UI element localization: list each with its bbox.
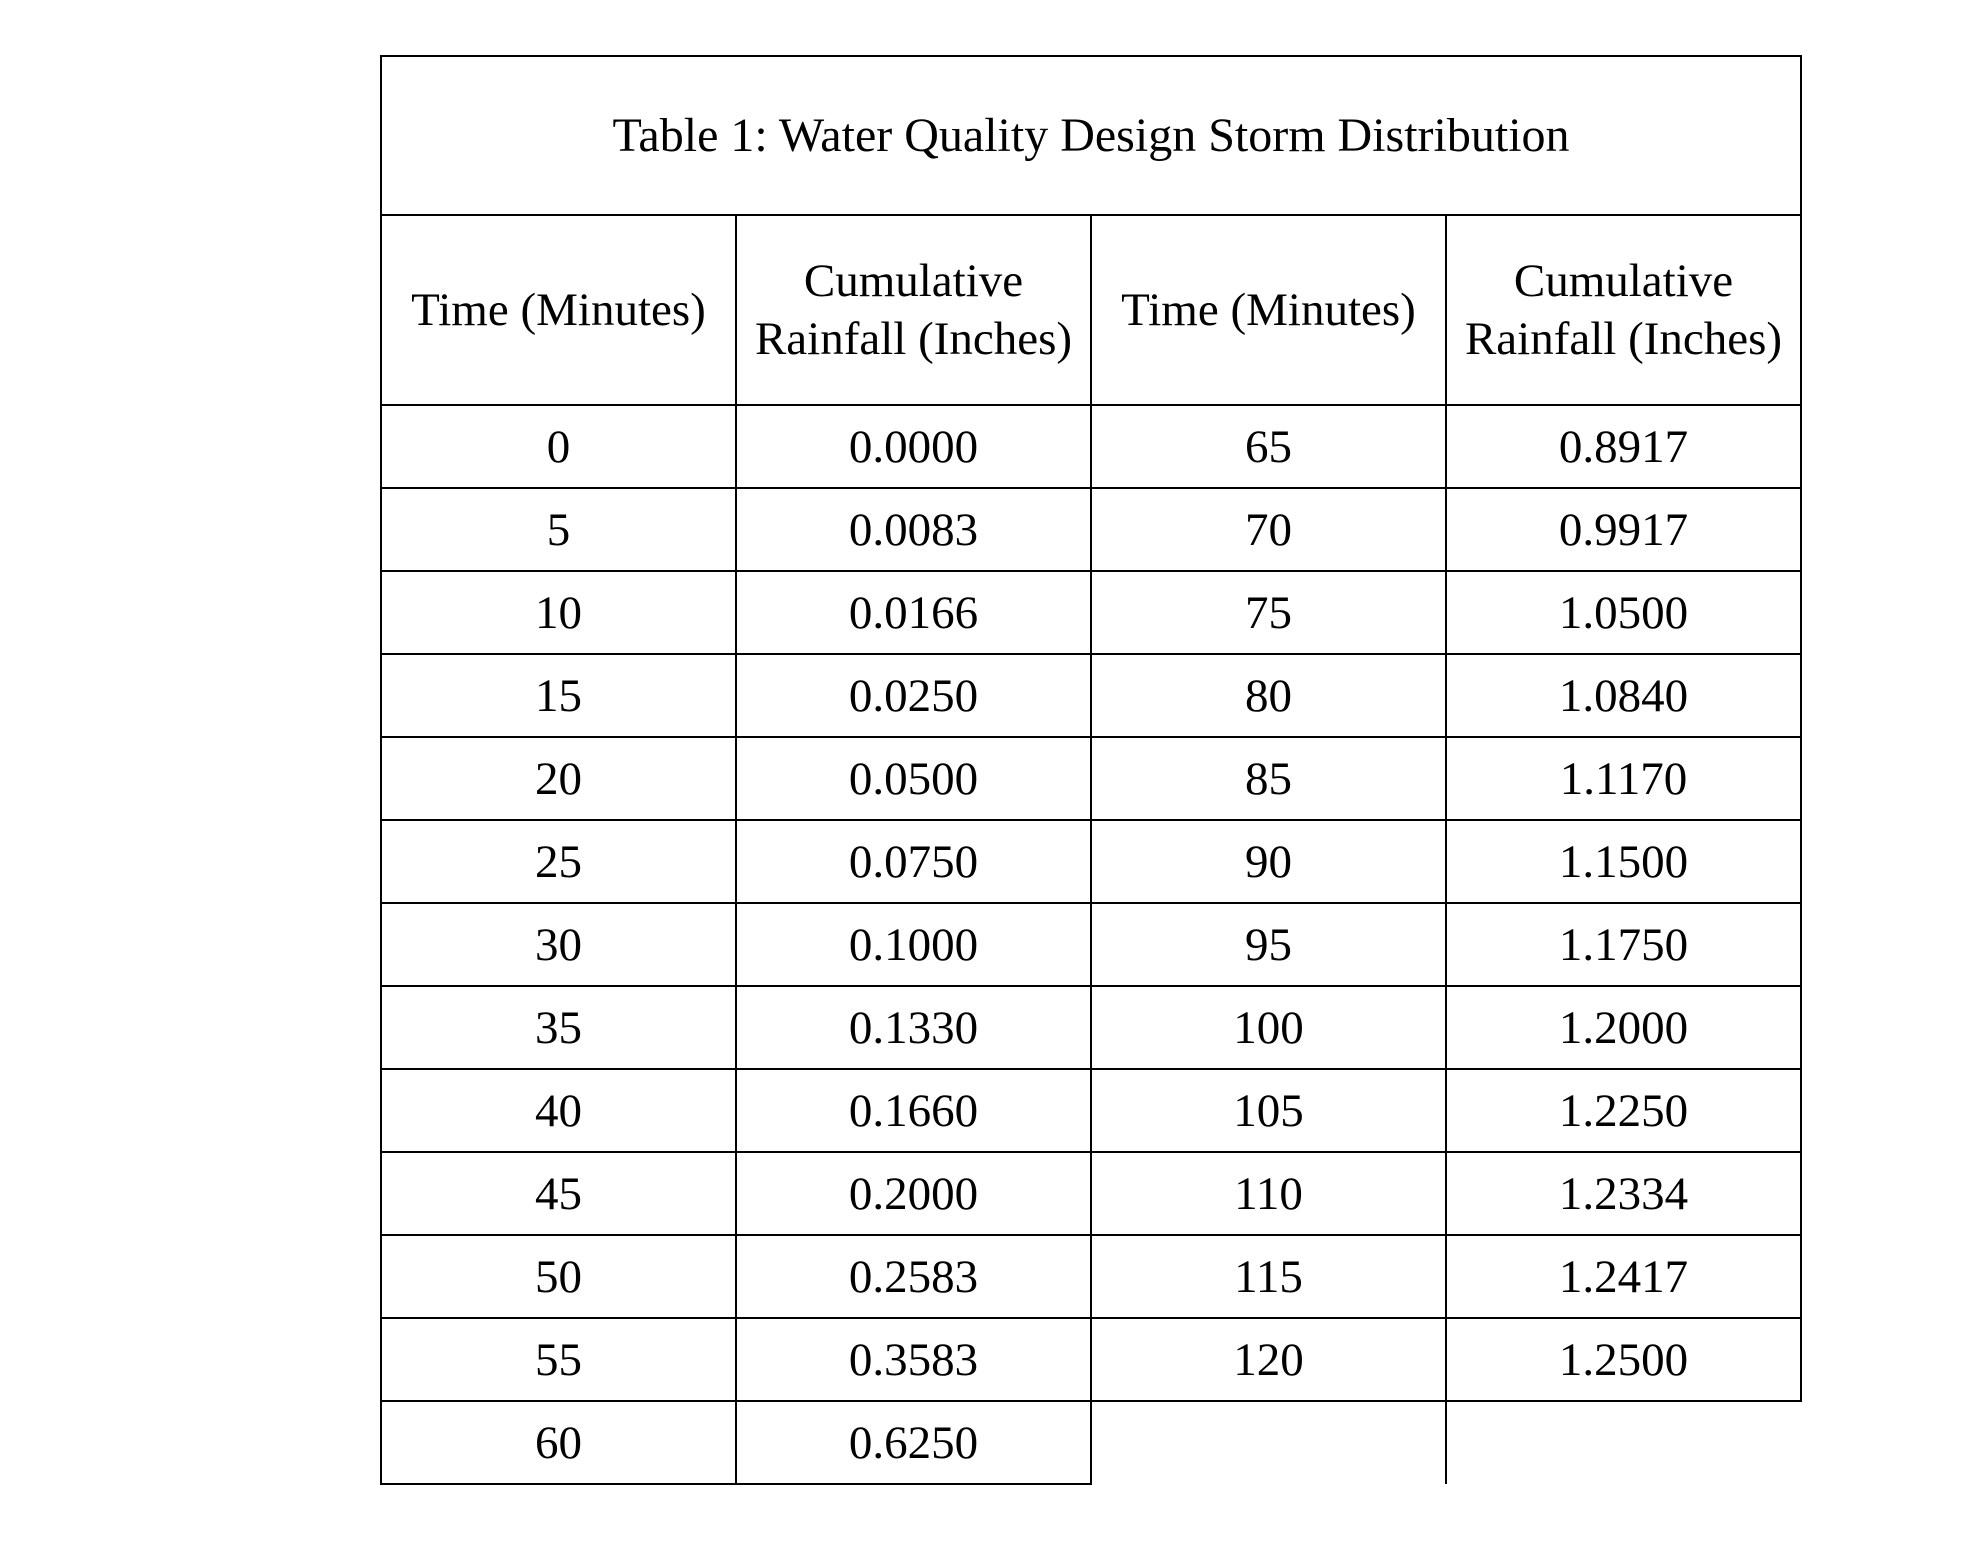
empty-cell [1091,1401,1446,1484]
table-row [381,1318,1801,1401]
header-row [381,215,1801,405]
time-cell: 10 [381,571,736,654]
time-cell: 60 [381,1401,736,1484]
rainfall-cell: 0.1660 [736,1069,1091,1152]
time-cell: 40 [381,1069,736,1152]
time-cell: 110 [1091,1152,1446,1235]
time-cell: 35 [381,986,736,1069]
header-time-minutes: Time (Minutes) [381,215,736,405]
table-row [381,737,1801,820]
table-title: Table 1: Water Quality Design Storm Distribution [381,56,1801,215]
rainfall-cell: 1.2500 [1446,1318,1801,1401]
time-cell: 70 [1091,488,1446,571]
time-cell: 80 [1091,654,1446,737]
rainfall-cell: 0.6250 [736,1401,1091,1484]
time-cell: 20 [381,737,736,820]
table-row [381,571,1801,654]
rainfall-cell: 0.3583 [736,1318,1091,1401]
rainfall-cell: 0.0083 [736,488,1091,571]
table-row [381,986,1801,1069]
table-row [381,488,1801,571]
time-cell: 75 [1091,571,1446,654]
header-cumulative-rainfall: Cumulative Rainfall (Inches) [736,215,1091,405]
rainfall-cell: 0.1000 [736,903,1091,986]
rainfall-cell: 0.9917 [1446,488,1801,571]
table-row [381,903,1801,986]
table-row [381,1069,1801,1152]
time-cell: 85 [1091,737,1446,820]
rainfall-cell: 1.2334 [1446,1152,1801,1235]
rainfall-cell: 1.1170 [1446,737,1801,820]
time-cell: 65 [1091,405,1446,488]
table-row [381,1235,1801,1318]
rainfall-cell: 0.0250 [736,654,1091,737]
time-cell: 30 [381,903,736,986]
rainfall-cell: 0.8917 [1446,405,1801,488]
rainfall-cell: 0.2000 [736,1152,1091,1235]
table-row [381,654,1801,737]
time-cell: 90 [1091,820,1446,903]
rainfall-cell: 0.0166 [736,571,1091,654]
rainfall-cell: 1.0840 [1446,654,1801,737]
time-cell: 105 [1091,1069,1446,1152]
time-cell: 45 [381,1152,736,1235]
rainfall-cell: 1.2417 [1446,1235,1801,1318]
table-row [381,1152,1801,1235]
rainfall-cell: 1.0500 [1446,571,1801,654]
header-time-minutes: Time (Minutes) [1091,215,1446,405]
header-cumulative-rainfall: Cumulative Rainfall (Inches) [1446,215,1801,405]
time-cell: 15 [381,654,736,737]
rainfall-cell: 1.1750 [1446,903,1801,986]
table-row [381,1401,1801,1484]
time-cell: 100 [1091,986,1446,1069]
rainfall-cell: 1.1500 [1446,820,1801,903]
empty-cell [1446,1401,1801,1484]
rainfall-cell: 0.0500 [736,737,1091,820]
storm-distribution-table [380,55,1802,1485]
rainfall-cell: 0.2583 [736,1235,1091,1318]
rainfall-cell: 0.1330 [736,986,1091,1069]
time-cell: 115 [1091,1235,1446,1318]
rainfall-cell: 1.2250 [1446,1069,1801,1152]
time-cell: 95 [1091,903,1446,986]
table-row [381,820,1801,903]
time-cell: 5 [381,488,736,571]
rainfall-cell: 0.0000 [736,405,1091,488]
time-cell: 0 [381,405,736,488]
time-cell: 120 [1091,1318,1446,1401]
rainfall-cell: 0.0750 [736,820,1091,903]
table-row [381,405,1801,488]
rainfall-cell: 1.2000 [1446,986,1801,1069]
time-cell: 55 [381,1318,736,1401]
time-cell: 25 [381,820,736,903]
time-cell: 50 [381,1235,736,1318]
